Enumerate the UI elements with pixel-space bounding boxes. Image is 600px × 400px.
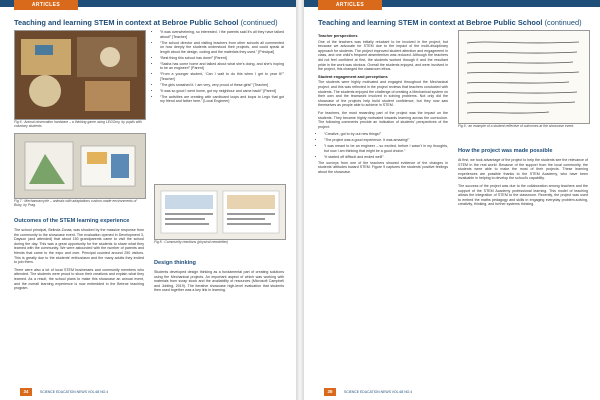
quotes-list bbox=[154, 30, 284, 104]
fig8-caption: Fig 8 : Community reactions (physical newsletter) bbox=[154, 240, 229, 244]
page-number: 34 bbox=[20, 388, 32, 396]
page-number: 35 bbox=[324, 388, 336, 396]
fig6-caption: Fig 6 : Animal observation hardware – a thinking game using LEGOmy, by pupils with voluntary students bbox=[14, 120, 142, 129]
engagement-paragraph-2: For teachers, the most rewarding part of the project was the impact on the students. They became highly motivated towards learning across the curriculum. The following comments provide an indication of students’ perspectives of the project: bbox=[318, 110, 448, 129]
title-continued: (continued) bbox=[544, 18, 582, 27]
quote-item: • “Sasha has come home and talked about what she’s doing, and she’s hoping to be an engineer!” [Parent] bbox=[160, 62, 284, 71]
title-continued: (continued) bbox=[240, 18, 278, 27]
title-text: Teaching and learning STEM in context at Bebroe Public School bbox=[14, 18, 239, 27]
page-title bbox=[318, 18, 588, 27]
fig7-illustration bbox=[15, 134, 145, 198]
fig8-photo bbox=[154, 184, 286, 240]
fig9-handwriting bbox=[459, 31, 589, 123]
fig7-caption: Fig 7 : Mechanoarcycle – animals with adaptations custom-made environments of Buby, by Prag. bbox=[14, 199, 137, 208]
outcomes-heading: Outcomes of the STEM learning experience bbox=[14, 218, 130, 224]
student-quotes-list bbox=[318, 132, 448, 159]
teacher-paragraph: One of the teachers was initially reluctant to be involved in the project, but because we advocate for STEM due to the impact of the multi-disciplinary approach for students. The project improved student attention and engagement in class, and one child’s frequent absenteeism was reduced. Although the teachers did not feel confident at first, the students worked through it and the resultant pride in the work was obvious. Overall the students enjoyed, and were involved in the project, this changed the classroom ethos. bbox=[318, 39, 448, 72]
outcomes-body bbox=[14, 228, 144, 294]
quote-item: • “It was so good I went home, got my neighbour and came back!” [Parent] bbox=[160, 89, 284, 94]
fig6-photo bbox=[14, 30, 146, 120]
teacher-column bbox=[318, 32, 448, 178]
design-paragraph: Students developed design thinking as a fundamental part of creating solutions using the Mechanical projects. An important aspect of which was working with materials from scrap stock and the availability of resources (Microsoft Campbell and Jobling, 2019). The iterative showcase high-level evaluation that students then used together was a key link in learning. bbox=[154, 270, 284, 293]
outcomes-paragraph-2: There were also a lot of local STEM businesses and community members who attended. The students were proud to show their creations and explain what they learned. As a result, the school plans to make this showcase an annual event, and the overall learning experience is now embedded in the Bebroe teaching program. bbox=[14, 267, 144, 291]
teacher-heading: Teacher perspectives bbox=[318, 33, 358, 38]
footer-text: SCIENCE EDUCATION NEWS VOL.68 NO.4 bbox=[40, 390, 109, 394]
fig9-photo bbox=[458, 30, 590, 124]
quote-item: • “The school director and visiting teachers from other schools all commented on how deeply the students understood their projects, and could speak at length about the design, coding and the materials they used.” [Principal] bbox=[160, 41, 284, 55]
howscale-paragraph-1: At first, we took advantage of the project to help the students see the relevance of STEM in the real world. Because of the support from the local community, the students were able to make the most of their projects. These learning experiences are possible thanks to the STEM Academy, who have been invaluable in helping to develop the school’s capability. bbox=[458, 158, 588, 181]
student-quote: • “I was meant to be an engineer – so excited, before I wasn’t in my thoughts, but now I am thinking that might be a good choice.” bbox=[324, 144, 448, 153]
howscale-heading: How the project was made possible bbox=[458, 148, 553, 154]
fig9-caption: Fig 9 : an example of a student reflective of outcomes at the showcase event. bbox=[458, 124, 575, 128]
design-body bbox=[154, 270, 284, 296]
engagement-heading: Student engagement and perceptions bbox=[318, 73, 388, 79]
quote-item: • “It was overwhelming, so interested. I the parents said it’s all they have talked about!” [Teacher] bbox=[160, 30, 284, 39]
howscale-body bbox=[458, 158, 588, 210]
student-quote: • “Creative, got to try out new things!” bbox=[324, 132, 448, 137]
engagement-paragraph-3: The surveys from one of the teachers showed evidence of the changes in students’ attitudes toward STEM. Figure 9 captures the students’ positive feelings about the showcase. bbox=[318, 160, 448, 174]
page-title bbox=[14, 18, 284, 27]
right-page bbox=[304, 0, 600, 400]
footer-text: SCIENCE EDUCATION NEWS VOL.68 NO.4 bbox=[344, 390, 413, 394]
student-quote: • “It started off difficult and ended well!” bbox=[324, 155, 448, 160]
quote-item: • “The activities are creating with cardboard loops and loops to Lego that got my friend and father here.” [Local Engineer] bbox=[160, 95, 284, 104]
spine-gutter bbox=[296, 0, 304, 400]
design-heading: Design thinking bbox=[154, 260, 196, 266]
fig6-illustration bbox=[15, 31, 145, 119]
howscale-paragraph-2: The success of the project was due to the collaboration among teachers and the support of the STEM Academy professional learning. This model of teaching allows the integration of STEM to the classroom. Recently, the project was used to embed the maths pedagogy and skills in engaging everyday problem-solving, creativity, thinking, and further systems thinking. bbox=[458, 183, 588, 207]
left-page bbox=[0, 0, 296, 400]
quotes-column bbox=[154, 30, 284, 105]
quote-item: • “The girls smashed it. I am very, very proud of these girls!” [Teacher] bbox=[160, 83, 284, 88]
quote-item: • “From a younger student, ‘Can I wait to do this when I get to year 6!’” [Teacher] bbox=[160, 72, 284, 81]
fig7-photo bbox=[14, 133, 146, 199]
engagement-paragraph-1: The students were highly motivated and engaged throughout the Mechanical project, and this was reflected in the project reviews that teachers conducted with students. The students enjoyed the challenge of creating a Mechanical system on their own and the teamwork involved in solving problems. Not only did the showcase of the projects help build student confidence, but they now saw themselves as people able to achieve in STEM. bbox=[318, 80, 448, 108]
title-text: Teaching and learning STEM in context at Bebroe Public School bbox=[318, 18, 543, 27]
section-tab: ARTICLES bbox=[318, 0, 382, 10]
section-tab: ARTICLES bbox=[14, 0, 78, 10]
quote-item: • “Best thing this school has done!” [Parent] bbox=[160, 56, 284, 61]
student-quote: • “The project was a good experience. It was amazing!” bbox=[324, 138, 448, 143]
outcomes-paragraph-1: The school principal, Belinda Zonas, was shocked by the massive response from the community to the showcase event. The evaluation opened in Development 3, Dayson (and attended) that about 150 grandparents came to visit the school during the day. This was a great opportunity for the students to share what they learned with the community. We were astounded with the number of parents and friends that came to the expo and over. Principal counted around 250 visitors. This is greatly due to the students’ enthusiasm and the many adults they invited to join them. bbox=[14, 228, 144, 265]
fig8-illustration bbox=[155, 185, 285, 239]
